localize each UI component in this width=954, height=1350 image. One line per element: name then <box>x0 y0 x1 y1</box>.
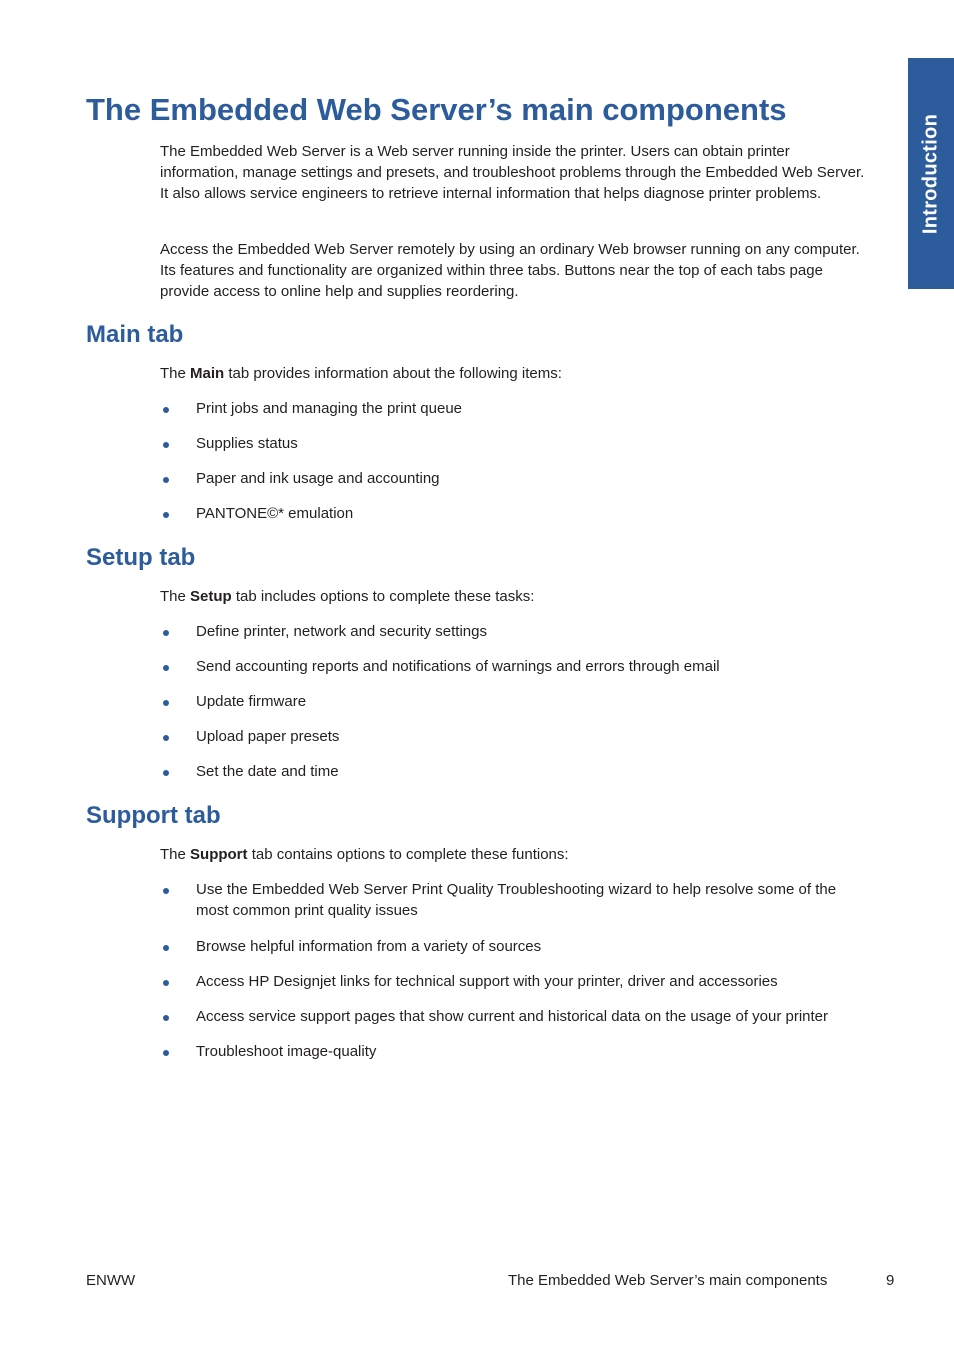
bullet-icon <box>163 1050 169 1056</box>
side-tab-label: Introduction <box>919 113 942 234</box>
main-tab-heading: Main tab <box>86 321 184 348</box>
lead-post: tab provides information about the following items: <box>228 365 562 382</box>
intro-paragraph-1: The Embedded Web Server is a Web server running inside the printer. Users can obtain printer information, manage settings and presets, and troubleshoot problems through the Embedded Web Server. It also allows service engineers to retrieve internal information that helps diagnose printer problems. <box>160 143 865 202</box>
list-item-text: Supplies status <box>196 435 298 452</box>
list-item <box>160 398 872 419</box>
list-item-text: Troubleshoot image-quality <box>196 1043 377 1060</box>
list-item <box>160 433 872 454</box>
list-item-text: Print jobs and managing the print queue <box>196 400 463 417</box>
list-item-text: Send accounting reports and notifications of warnings and errors through email <box>196 658 720 675</box>
lead-post: tab includes options to complete these tasks: <box>235 588 535 605</box>
list-item-text: Set the date and time <box>196 763 339 780</box>
list-item-text: PANTONE©* emulation <box>196 505 354 522</box>
bullet-icon <box>163 770 169 776</box>
intro-paragraph-2: Access the Embedded Web Server remotely by using an ordinary Web browser running on any computer. Its features and functionality are organized within three tabs. Buttons near the top of each tabs page provide access to online help and supplies reordering. <box>160 241 860 300</box>
lead-pre: The <box>160 365 186 382</box>
setup-tab-heading: Setup tab <box>86 544 196 571</box>
bullet-icon <box>163 630 169 636</box>
bullet-icon <box>163 477 169 483</box>
list-item <box>160 879 872 921</box>
bullet-icon <box>163 980 169 986</box>
page-title: The Embedded Web Server’s main components <box>86 92 787 127</box>
section-side-tab <box>908 58 954 289</box>
list-item-text: Access HP Designjet links for technical support with your printer, driver and accessories <box>196 973 778 990</box>
list-item <box>160 621 872 642</box>
lead-bold: Support <box>190 846 248 863</box>
footer-running-title: The Embedded Web Server’s main components <box>508 1272 828 1289</box>
list-item <box>160 1006 872 1027</box>
bullet-icon <box>163 888 169 894</box>
list-item-text: Use the Embedded Web Server Print Quality Troubleshooting wizard to help resolve some of the most common print quality issues <box>196 881 837 919</box>
list-item <box>160 936 872 957</box>
bullet-icon <box>163 945 169 951</box>
support-tab-lead <box>160 844 872 865</box>
bullet-icon <box>163 1015 169 1021</box>
list-item <box>160 503 872 524</box>
lead-pre: The <box>160 846 186 863</box>
list-item-text: Paper and ink usage and accounting <box>196 470 440 487</box>
setup-tab-lead <box>160 586 872 607</box>
lead-post: tab contains options to complete these funtions: <box>251 846 569 863</box>
setup-tab-list <box>160 621 872 782</box>
list-item-text: Access service support pages that show current and historical data on the usage of your printer <box>196 1008 829 1025</box>
list-item <box>160 1041 872 1062</box>
list-item <box>160 468 872 489</box>
bullet-icon <box>163 665 169 671</box>
bullet-icon <box>163 512 169 518</box>
bullet-icon <box>163 700 169 706</box>
list-item <box>160 761 872 782</box>
lead-bold: Main <box>190 365 225 382</box>
list-item-text: Browse helpful information from a variety of sources <box>196 938 542 955</box>
list-item-text: Define printer, network and security settings <box>196 623 487 640</box>
main-tab-list <box>160 398 872 524</box>
bullet-icon <box>163 735 169 741</box>
list-item <box>160 726 872 747</box>
footer-locale: ENWW <box>86 1272 136 1289</box>
lead-bold: Setup <box>190 588 232 605</box>
support-tab-heading: Support tab <box>86 802 221 829</box>
page-number: 9 <box>886 1272 895 1289</box>
list-item-text: Update firmware <box>196 693 307 710</box>
lead-pre: The <box>160 588 186 605</box>
list-item <box>160 691 872 712</box>
list-item <box>160 971 872 992</box>
list-item <box>160 656 872 677</box>
bullet-icon <box>163 442 169 448</box>
main-tab-lead <box>160 363 872 384</box>
bullet-icon <box>163 407 169 413</box>
support-tab-list <box>160 879 872 1062</box>
list-item-text: Upload paper presets <box>196 728 340 745</box>
